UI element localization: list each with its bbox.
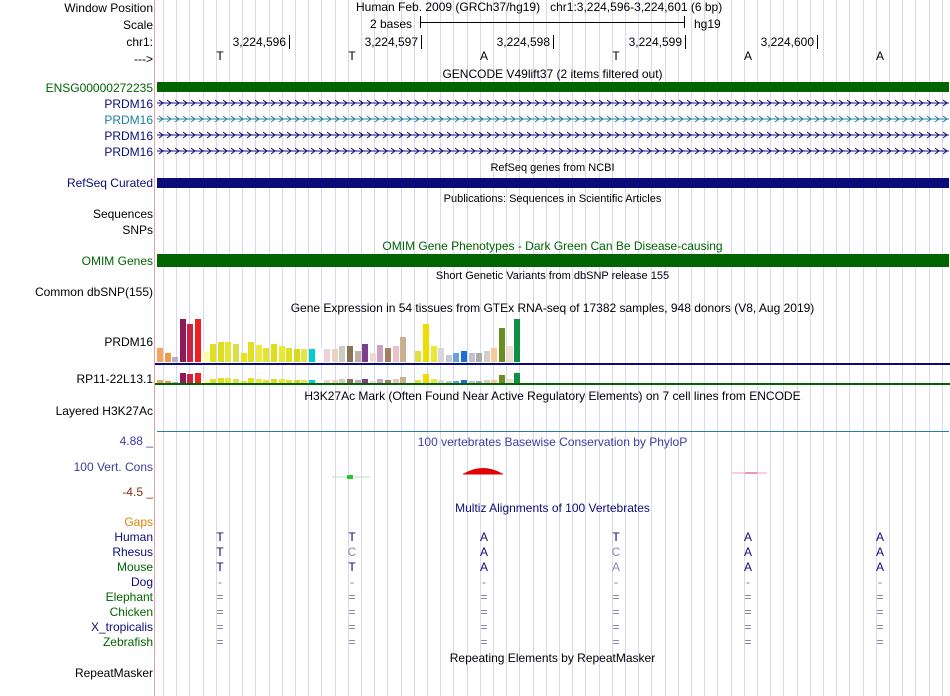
gtex-tissue-bar[interactable] [172, 357, 178, 362]
gtex-tissue-bar[interactable] [241, 353, 247, 362]
gtex-tissue-bar[interactable] [423, 324, 429, 362]
multiz-base: A [479, 560, 488, 574]
gencode-transcript-1[interactable] [157, 97, 949, 109]
ruler-position-label: 3,224,598 [496, 35, 550, 49]
scale-bar-right-tick [684, 16, 685, 28]
multiz-base: = [744, 635, 752, 649]
multiz-base: - [482, 575, 486, 589]
ruler-tick [817, 35, 818, 49]
ruler-tick [685, 35, 686, 49]
gtex-gene-label-rp11[interactable]: RP11-22L13.1 [76, 372, 153, 386]
gtex-tissue-bar[interactable] [195, 373, 201, 383]
dbsnp-track-title: Short Genetic Variants from dbSNP release 155 [435, 270, 670, 282]
gtex-tissue-bar[interactable] [309, 349, 315, 362]
multiz-species-label[interactable]: X_tropicalis [90, 620, 153, 634]
multiz-base: = [876, 590, 884, 604]
gtex-tissue-bar[interactable] [263, 348, 269, 362]
gtex-tissue-bar[interactable] [484, 351, 490, 362]
gtex-tissue-bar[interactable] [286, 348, 292, 362]
ruler-position-label: 3,224,599 [628, 35, 682, 49]
gencode-transcript-2[interactable] [157, 113, 949, 125]
ruler-tick [553, 35, 554, 49]
gtex-tissue-bar[interactable] [446, 355, 452, 362]
gtex-tissue-bar[interactable] [476, 353, 482, 362]
gtex-tissue-bar[interactable] [415, 351, 421, 362]
gtex-tissue-bar[interactable] [279, 346, 285, 362]
gtex-tissue-bar[interactable] [408, 345, 414, 362]
multiz-base: = [612, 620, 620, 634]
gtex-tissue-bar[interactable] [385, 348, 391, 362]
sequence-base: A [875, 49, 884, 63]
gtex-gene-label-prdm16[interactable]: PRDM16 [104, 335, 153, 349]
multiz-base: = [480, 635, 488, 649]
multiz-base: = [480, 620, 488, 634]
gtex-tissue-bar[interactable] [324, 349, 330, 362]
multiz-species-label[interactable]: Rhesus [112, 545, 153, 559]
gtex-tissue-bar[interactable] [180, 319, 186, 362]
multiz-base: = [612, 605, 620, 619]
sequence-base: T [612, 49, 620, 63]
gtex-tissue-bar[interactable] [271, 344, 277, 362]
conservation-ymax: 4.88 _ [119, 434, 153, 448]
repeatmasker-track-label[interactable]: RepeatMasker [74, 666, 153, 680]
multiz-base: = [216, 605, 224, 619]
refseq-gene-bar[interactable] [157, 178, 949, 188]
gtex-tissue-bar[interactable] [499, 375, 505, 383]
strand-arrow-label[interactable]: ---> [134, 52, 153, 66]
conservation-plot[interactable] [155, 462, 950, 484]
refseq-track-title: RefSeq genes from NCBI [490, 162, 615, 174]
multiz-base: = [348, 605, 356, 619]
gtex-tissue-bar[interactable] [491, 348, 497, 362]
multiz-base: A [875, 530, 884, 544]
ruler-tick [421, 35, 422, 49]
multiz-base: = [480, 590, 488, 604]
gtex-tissue-bar[interactable] [499, 328, 505, 362]
gtex-tissue-bar[interactable] [393, 346, 399, 362]
gtex-tissue-bar[interactable] [438, 348, 444, 362]
gencode-gene-bar[interactable] [157, 82, 949, 92]
gtex-tissue-bar[interactable] [469, 353, 475, 362]
pubs-sequences-label[interactable]: Sequences [92, 207, 153, 221]
multiz-base: = [480, 605, 488, 619]
ruler-position-label: 3,224,600 [760, 35, 814, 49]
gtex-tissue-bar[interactable] [370, 353, 376, 362]
sequence-base: T [216, 49, 224, 63]
multiz-base: C [611, 545, 621, 559]
multiz-base: T [216, 560, 224, 574]
gtex-tissue-bar[interactable] [362, 344, 368, 362]
chrom-label: chr1: [126, 35, 153, 49]
multiz-base: T [216, 545, 224, 559]
multiz-base: = [216, 635, 224, 649]
multiz-base: = [348, 590, 356, 604]
gtex-tissue-bar[interactable] [225, 342, 231, 362]
gtex-tissue-bar[interactable] [347, 346, 353, 362]
gtex-tissue-bar[interactable] [461, 351, 467, 362]
omim-track-title: OMIM Gene Phenotypes - Dark Green Can Be Disease-causing [382, 239, 723, 253]
scale-text: 2 bases [370, 17, 413, 31]
gtex-tissue-bar[interactable] [294, 349, 300, 362]
multiz-base: T [216, 530, 224, 544]
gencode-item-label-4[interactable]: PRDM16 [104, 145, 153, 159]
gtex-tissue-bar[interactable] [301, 349, 307, 362]
multiz-base: = [348, 620, 356, 634]
gtex-gene-line-prdm16 [155, 363, 950, 365]
gencode-track-title: GENCODE V49lift37 (2 items filtered out) [442, 67, 663, 81]
gencode-item-label-0[interactable]: ENSG00000272235 [45, 81, 153, 95]
multiz-base: = [744, 605, 752, 619]
multiz-base: A [875, 560, 884, 574]
gencode-item-label-2[interactable]: PRDM16 [104, 113, 153, 127]
multiz-track-title: Multiz Alignments of 100 Vertebrates [455, 501, 650, 515]
h3k27ac-track-label[interactable]: Layered H3K27Ac [55, 404, 153, 418]
gtex-tissue-bar[interactable] [332, 349, 338, 362]
gtex-tissue-bar[interactable] [522, 346, 528, 362]
gtex-tissue-bar[interactable] [195, 319, 201, 362]
gtex-tissue-bar[interactable] [187, 324, 193, 362]
multiz-species-label[interactable]: Elephant [105, 590, 153, 604]
gtex-tissue-bar[interactable] [400, 337, 406, 362]
repeatmasker-track-title: Repeating Elements by RepeatMasker [449, 651, 656, 665]
gtex-track-title: Gene Expression in 54 tissues from GTEx RNA-seq of 17382 samples, 948 donors (V8, Aug 2019) [290, 301, 815, 315]
multiz-base: - [350, 575, 354, 589]
multiz-base: = [876, 605, 884, 619]
omim-gene-bar[interactable] [157, 254, 949, 267]
multiz-base: = [612, 635, 620, 649]
pubs-track-title: Publications: Sequences in Scientific Articles [443, 193, 662, 205]
gtex-tissue-bar[interactable] [157, 348, 163, 362]
omim-track-label[interactable]: OMIM Genes [81, 254, 153, 268]
gtex-tissue-bar[interactable] [423, 374, 429, 383]
multiz-base: T [612, 530, 620, 544]
multiz-species-label[interactable]: Dog [130, 575, 153, 589]
multiz-base: A [743, 560, 752, 574]
multiz-base: C [347, 545, 357, 559]
multiz-base: A [875, 545, 884, 559]
conservation-track-title: 100 vertebrates Basewise Conservation by PhyloP [417, 435, 688, 449]
gtex-tissue-bar[interactable] [210, 344, 216, 362]
gtex-tissue-bar[interactable] [514, 373, 520, 383]
scale-bar [420, 22, 685, 23]
multiz-base: - [878, 575, 882, 589]
multiz-base: = [612, 590, 620, 604]
gtex-tissue-bar[interactable] [453, 353, 459, 362]
h3k27ac-baseline [157, 431, 949, 432]
multiz-base: = [876, 635, 884, 649]
multiz-base: A [743, 530, 752, 544]
ruler-tick [289, 35, 290, 49]
multiz-base: = [216, 590, 224, 604]
refseq-track-label[interactable]: RefSeq Curated [66, 176, 153, 190]
gtex-tissue-bar[interactable] [355, 351, 361, 362]
multiz-species-label[interactable]: Zebrafish [102, 635, 153, 649]
gtex-tissue-bar[interactable] [248, 342, 254, 362]
scale-label: Scale [122, 18, 153, 32]
sequence-base: A [479, 49, 488, 63]
multiz-base: = [744, 620, 752, 634]
conservation-ymin: -4.5 _ [122, 485, 153, 499]
gtex-tissue-bar[interactable] [218, 342, 224, 362]
multiz-base: A [743, 545, 752, 559]
ruler-position-label: 3,224,597 [364, 35, 418, 49]
gtex-gene-line-rp11 [155, 383, 950, 385]
multiz-species-label[interactable]: Human [114, 530, 153, 544]
gencode-transcript-4[interactable] [157, 145, 949, 157]
gtex-tissue-bar[interactable] [377, 345, 383, 362]
gtex-tissue-bar[interactable] [233, 344, 239, 362]
dbsnp-track-label[interactable]: Common dbSNP(155) [34, 285, 153, 299]
multiz-species-label[interactable]: Mouse [116, 560, 153, 574]
gtex-tissue-bar[interactable] [317, 348, 323, 362]
sequence-base: T [348, 49, 356, 63]
gencode-item-label-3[interactable]: PRDM16 [104, 129, 153, 143]
gtex-tissue-bar[interactable] [256, 345, 262, 362]
multiz-gaps-label[interactable]: Gaps [124, 515, 153, 529]
sequence-base: A [743, 49, 752, 63]
multiz-base: T [348, 530, 356, 544]
h3k27ac-track-title: H3K27Ac Mark (Often Found Near Active Regulatory Elements) on 7 cell lines from ENCODE [304, 389, 801, 403]
gtex-tissue-bar[interactable] [339, 346, 345, 362]
gtex-tissue-bar[interactable] [203, 351, 209, 362]
multiz-species-label[interactable]: Chicken [109, 605, 153, 619]
assembly-title: Human Feb. 2009 (GRCh37/hg19) chr1:3,224,596-3,224,601 (6 bp) [356, 0, 723, 14]
gtex-tissue-bar[interactable] [187, 374, 193, 383]
gencode-transcript-3[interactable] [157, 129, 949, 141]
multiz-base: - [218, 575, 222, 589]
gtex-tissue-bar[interactable] [431, 346, 437, 362]
gtex-tissue-bar[interactable] [165, 353, 171, 362]
conservation-track-label[interactable]: 100 Vert. Cons [73, 460, 153, 474]
multiz-base: - [746, 575, 750, 589]
multiz-base: A [611, 560, 620, 574]
multiz-base: - [614, 575, 618, 589]
gtex-tissue-bar[interactable] [507, 346, 513, 362]
multiz-base: = [876, 620, 884, 634]
multiz-base: = [216, 620, 224, 634]
gencode-item-label-1[interactable]: PRDM16 [104, 97, 153, 111]
multiz-base: A [479, 530, 488, 544]
multiz-base: = [744, 590, 752, 604]
multiz-base: T [348, 560, 356, 574]
ruler-position-label: 3,224,596 [232, 35, 286, 49]
gtex-tissue-bar[interactable] [514, 319, 520, 362]
window-position-label: Window Position [64, 1, 153, 15]
pubs-snps-label[interactable]: SNPs [122, 223, 153, 237]
scale-db: hg19 [694, 17, 721, 31]
gtex-tissue-bar[interactable] [180, 373, 186, 383]
multiz-base: A [479, 545, 488, 559]
multiz-base: = [348, 635, 356, 649]
